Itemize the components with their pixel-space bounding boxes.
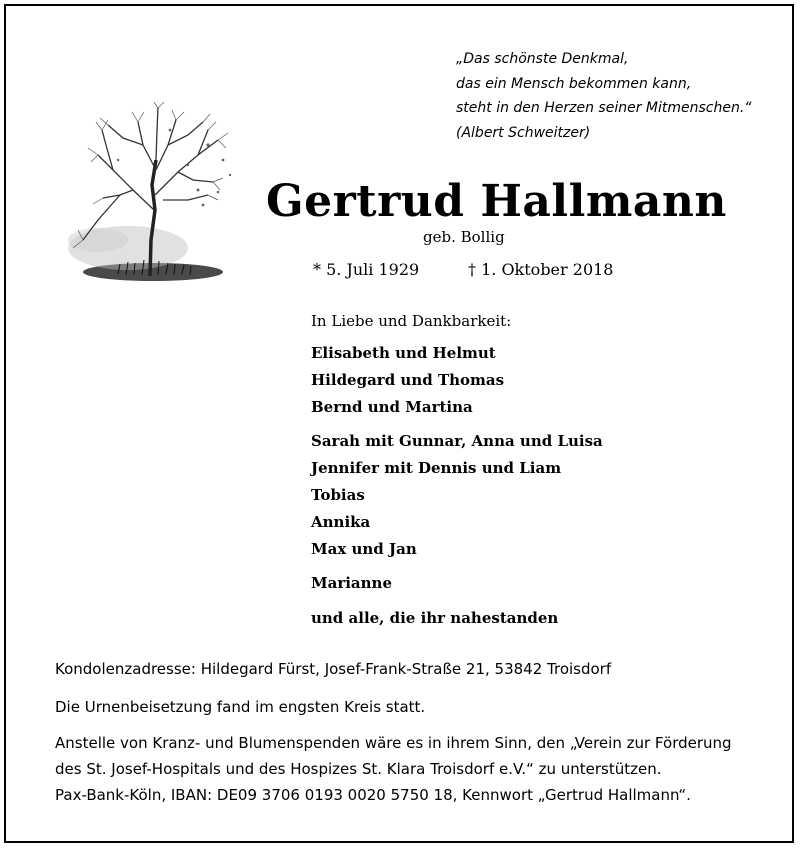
deceased-name: Gertrud Hallmann [266,176,727,227]
quote-author: (Albert Schweitzer) [456,124,591,141]
donation-note [55,730,732,808]
quote-line: „Das schönste Denkmal, [456,51,629,67]
list-item: Tobias [311,486,365,504]
burial-note: Die Urnenbeisetzung fand im engsten Kreis statt. [55,698,426,716]
grandchildren-list [311,428,603,563]
donation-line: des St. Josef-Hospitals und des Hospizes St. Klara Troisdorf e.V.“ zu unterstützen. [55,760,662,778]
death-date: † 1. Oktober 2018 [468,260,614,279]
list-item: Max und Jan [311,540,417,558]
mourners-intro: In Liebe und Dankbarkeit: [311,312,512,330]
birth-name: geb. Bollig [423,228,505,246]
list-item: Elisabeth und Helmut [311,344,496,362]
closing-line: und alle, die ihr nahestanden [311,609,559,627]
children-list [311,340,504,421]
tree-illustration [58,100,253,285]
quote-line: steht in den Herzen seiner Mitmenschen.“ [456,100,752,116]
other-mourner: Marianne [311,574,392,592]
condolence-address: Kondolenzadresse: Hildegard Fürst, Josef-Frank-Straße 21, 53842 Troisdorf [55,660,612,678]
list-item: Hildegard und Thomas [311,371,505,389]
quote [456,47,786,145]
quote-line: das ein Mensch bekommen kann, [456,75,692,92]
birth-date: * 5. Juli 1929 [313,260,420,279]
list-item: Annika [311,513,371,531]
list-item: Bernd und Martina [311,398,473,416]
donation-line: Pax-Bank-Köln, IBAN: DE09 3706 0193 0020 5750 18, Kennwort „Gertrud Hallmann“. [55,786,691,804]
list-item: Jennifer mit Dennis und Liam [311,459,562,477]
list-item: Sarah mit Gunnar, Anna und Luisa [311,432,603,450]
donation-line: Anstelle von Kranz- und Blumenspenden wäre es in ihrem Sinn, den „Verein zur Förderung [55,734,732,752]
